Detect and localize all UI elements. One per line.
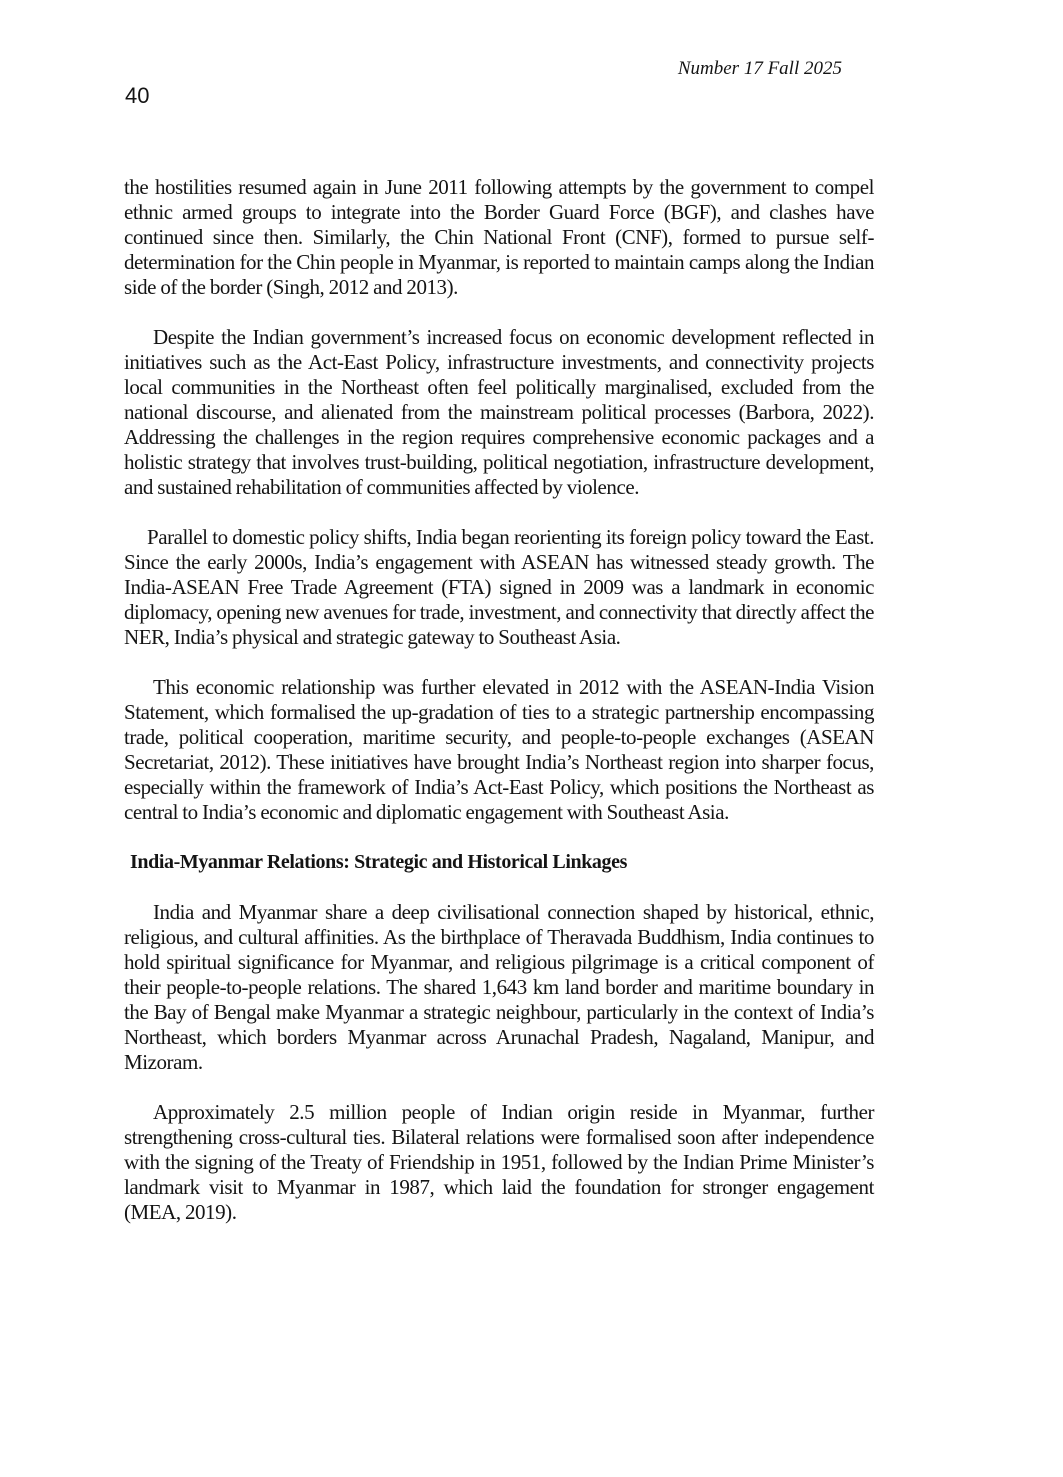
- page-number: 40: [125, 83, 150, 108]
- paragraph-indian-diaspora: Approximately 2.5 million people of Indian origin reside in Myanmar, further strengthening cross-cultural ties. Bilateral relations were formalised soon after independence with the signing of the Treaty of Friendship in 1951, followed by the Indian Prime Minister’s landmark visit to Myanmar in 1987, which laid the foundation for stronger engagement (MEA, 2019).: [124, 1100, 874, 1224]
- paragraph-foreign-policy-east: Parallel to domestic policy shifts, India began reorienting its foreign policy toward the East. Since the early 2000s, India’s engagement with ASEAN has witnessed steady growth. The India-ASEAN Free Trade Agreement (FTA) signed in 2009 was a landmark in economic diplomacy, opening new avenues for trade, investment, and connectivity that directly affect the NER, India’s physical and strategic gateway to Southeast Asia.: [124, 525, 874, 649]
- section-heading: India-Myanmar Relations: Strategic and Historical Linkages: [130, 851, 627, 873]
- paragraph-northeast-marginalisation: Despite the Indian government’s increased focus on economic development reflected in initiatives such as the Act-East Policy, infrastructure investments, and connectivity projects local communities in the Northeast often feel politically marginalised, excluded from the national discourse, and alienated from the mainstream political processes (Barbora, 2022). Addressing the challenges in the region requires comprehensive economic packages and a holistic strategy that involves trust-building, political negotiation, infrastructure development, and sustained rehabilitation of communities affected by violence.: [124, 325, 874, 499]
- paragraph-continued: the hostilities resumed again in June 2011 following attempts by the government to compel ethnic armed groups to integrate into the Border Guard Force (BGF), and clashes have continued since then. Similarly, the Chin National Front (CNF), formed to pursue self-determination for the Chin people in Myanmar, is reported to maintain camps along the Indian side of the border (Singh, 2012 and 2013).: [124, 175, 874, 299]
- body-column: [124, 175, 874, 1250]
- paragraph-civilisational-connection: India and Myanmar share a deep civilisational connection shaped by historical, ethnic, religious, and cultural affinities. As the birthplace of Theravada Buddhism, India continues to hold spiritual significance for Myanmar, and religious pilgrimage is a critical component of their people-to-people relations. The shared 1,643 km land border and maritime boundary in the Bay of Bengal make Myanmar a strategic neighbour, particularly in the context of India’s Northeast, which borders Myanmar across Arunachal Pradesh, Nagaland, Manipur, and Mizoram.: [124, 900, 874, 1074]
- running-header: Number 17 Fall 2025: [677, 58, 842, 79]
- paragraph-asean-india-vision: This economic relationship was further elevated in 2012 with the ASEAN-India Vision Statement, which formalised the up-gradation of ties to a strategic partnership encompassing trade, political cooperation, maritime security, and people-to-people exchanges (ASEAN Secretariat, 2012). These initiatives have brought India’s Northeast region into sharper focus, especially within the framework of India’s Act-East Policy, which positions the Northeast as central to India’s economic and diplomatic engagement with Southeast Asia.: [124, 675, 874, 824]
